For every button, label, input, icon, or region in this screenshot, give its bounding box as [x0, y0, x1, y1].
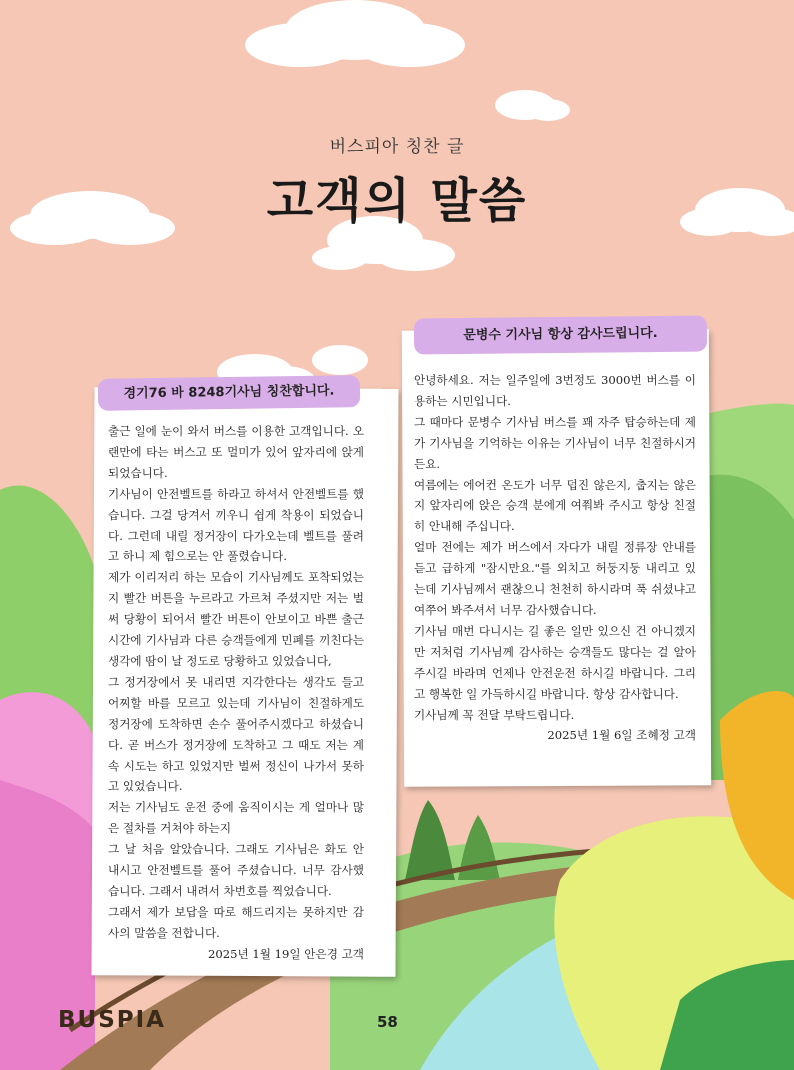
buspia-logo: BUSPIA [58, 1007, 166, 1033]
cloud-mid-right [312, 345, 368, 375]
letter-body-left [108, 421, 364, 965]
page-number: 58 [377, 1013, 398, 1031]
letter-paragraph: 여름에는 에어컨 온도가 너무 덥진 않은지, 춥지는 않은지 앞자리에 앉은 승객 분에게 여쭤봐 주시고 항상 친절히 안내해 주십니다. [414, 477, 696, 534]
letter-heading-left: 경기76 바 8248기사님 칭찬합니다. [98, 375, 360, 411]
letter-paragraph: 기사님께 꼭 전달 부탁드립니다. [414, 707, 575, 722]
letter-signature: 2025년 1월 6일 조혜정 고객 [547, 728, 696, 743]
letter-paragraph: 그 정거장에서 못 내리면 지각한다는 생각도 들고 어찌할 바를 모르고 있는데 기사님이 친절하게도 정거장에 도착하면 손수 풀어주시겠다고 하셨습니다. 곧 버스가 정거장에 도착하고 그 때도 저는 계속 시도는 하고 있었지만 벌써 정신이 나가서 못하고 있었습니다. [108, 674, 364, 794]
letter-paragraph: 기사님 매번 다니시는 길 좋은 일만 있으신 건 아니겠지만 저처럼 기사님께 감사하는 승객들도 많다는 걸 알아주시길 바라며 언제나 안전운전 하시길 바랍니다. 그리고 행복한 일 가득하시길 바랍니다. 항상 감사합니다. [414, 623, 696, 701]
letter-body-right [414, 370, 696, 746]
letter-paragraph: 그 날 처음 알았습니다. 그래도 기사님은 화도 안 내시고 안전벨트를 풀어 주셨습니다. 너무 감사했습니다. 그래서 내려서 차번호를 찍었습니다. [108, 842, 364, 898]
letter-paragraph: 그래서 제가 보답을 따로 해드리지는 못하지만 감사의 말씀을 전합니다. [108, 904, 364, 940]
letter-paragraph: 안녕하세요. 저는 일주일에 3번정도 3000번 버스를 이용하는 시민입니다. [414, 373, 696, 408]
letter-paragraph: 제가 이리저리 하는 모습이 기사님께도 포착되었는지 빨간 버튼을 누르라고 가르쳐 주셨지만 저는 벌써 당황이 되어서 빨간 버튼이 안보이고 바쁜 출근시간에 기사님과 다른 승객들에게 민폐를 끼친다는 생각에 땀이 날 정도로 당황하고 있었습니다, [108, 570, 364, 668]
page-title: 고객의 말씀 [266, 173, 528, 229]
page-subtitle: 버스피아 칭찬 글 [329, 137, 465, 157]
letter-signature: 2025년 1월 19일 안은경 고객 [208, 946, 364, 961]
letter-paragraph: 기사님이 안전벨트를 하라고 하셔서 안전벨트를 했습니다. 그걸 당겨서 끼우니 쉽게 착용이 되었습니다. 그런데 내릴 정거장이 다가오는데 벨트를 풀려고 하니 제 힘으로는 안 풀렸습니다. [108, 486, 364, 564]
letter-paragraph: 저는 기사님도 운전 중에 움직이시는 게 얼마나 많은 절차를 거쳐야 하는지 [108, 800, 364, 836]
letter-paragraph: 얼마 전에는 제가 버스에서 자다가 내릴 정류장 안내를 듣고 급하게 "잠시만요."를 외치고 허둥지둥 내리고 있는데 기사님께서 괜찮으니 천천히 하시라며 푹 쉬셨냐고 여쭈어 봐주셔서 너무 감사했습니다. [414, 540, 696, 617]
letter-paragraph: 출근 일에 눈이 와서 버스를 이용한 고객입니다. 오랜만에 타는 버스고 또 멀미가 있어 앞자리에 앉게 되었습니다. [108, 424, 364, 480]
letter-heading-right: 문병수 기사님 항상 감사드립니다. [414, 315, 707, 354]
letter-paragraph: 그 때마다 문병수 기사님 버스를 꽤 자주 탑승하는데 제가 기사님을 기억하는 이유는 기사님이 너무 친절하시거든요. [414, 414, 696, 471]
